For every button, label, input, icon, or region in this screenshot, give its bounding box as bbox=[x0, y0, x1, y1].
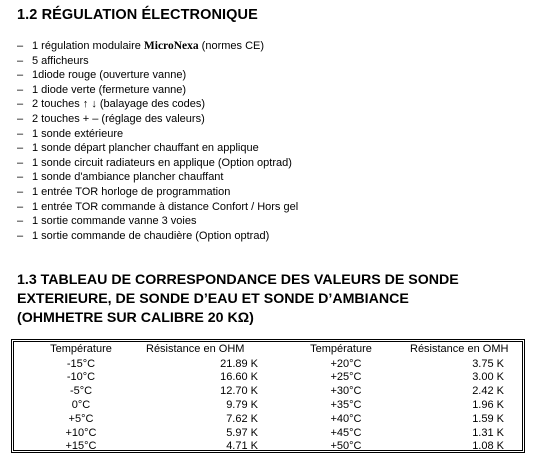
cell-resistance: 1.31 K bbox=[472, 426, 504, 439]
list-item-text: 1 sonde extérieure bbox=[32, 127, 124, 140]
bullet-dash: – bbox=[17, 185, 24, 198]
bullet-dash: – bbox=[17, 112, 24, 125]
list-item bbox=[17, 127, 298, 142]
cell-temperature: +5°C bbox=[68, 412, 94, 425]
table-row bbox=[12, 384, 524, 399]
list-item-text: 1 sonde départ plancher chauffant en applique bbox=[32, 142, 259, 155]
list-item bbox=[17, 97, 298, 112]
section-title-line: 1.3 TABLEAU DE CORRESPONDANCE DES VALEURS DE SONDE bbox=[17, 272, 459, 288]
list-item-text: 1 sonde circuit radiateurs en applique (Option optrad) bbox=[32, 156, 292, 169]
cell-temperature: +35°C bbox=[330, 398, 362, 411]
bullet-dash: – bbox=[17, 40, 24, 52]
section-title-line: (OHMHETRE SUR CALIBRE 20 KΩ) bbox=[17, 310, 254, 326]
bullet-dash: – bbox=[17, 171, 24, 184]
cell-resistance: 21.89 K bbox=[220, 357, 258, 370]
brand-name: MicroNexa bbox=[143, 40, 199, 52]
cell-resistance: 2.42 K bbox=[472, 385, 504, 398]
cell-resistance: 1.96 K bbox=[472, 398, 504, 411]
bullet-dash: – bbox=[17, 69, 24, 82]
cell-temperature: +10°C bbox=[65, 426, 97, 439]
cell-resistance: 16.60 K bbox=[220, 371, 258, 384]
bullet-dash: – bbox=[17, 229, 24, 242]
table-row bbox=[12, 398, 524, 413]
bullet-dash: – bbox=[17, 200, 24, 213]
section-title-correspondance bbox=[17, 271, 527, 328]
section-title-line: EXTERIEURE, DE SONDE D’EAU ET SONDE D’AMBIANCE bbox=[17, 291, 409, 307]
bullet-dash: – bbox=[17, 98, 24, 111]
list-item-text: 1 sonde d'ambiance plancher chauffant bbox=[32, 171, 224, 184]
list-item bbox=[17, 112, 298, 127]
cell-temperature: +40°C bbox=[330, 412, 362, 425]
cell-resistance: 5.97 K bbox=[226, 426, 258, 439]
cell-resistance: 4.71 K bbox=[226, 440, 258, 453]
cell-resistance: 1.59 K bbox=[472, 412, 504, 425]
table-row bbox=[12, 412, 524, 427]
table-row bbox=[12, 426, 524, 441]
list-item-text: 1 régulation modulaire bbox=[32, 40, 144, 52]
cell-resistance: 3.75 K bbox=[472, 357, 504, 370]
list-item bbox=[17, 68, 298, 83]
table-row bbox=[12, 357, 524, 372]
list-item bbox=[17, 156, 298, 171]
cell-resistance: 3.00 K bbox=[472, 371, 504, 384]
list-item-text: 5 afficheurs bbox=[32, 54, 89, 67]
list-item bbox=[17, 39, 298, 54]
list-item bbox=[17, 214, 298, 229]
list-item bbox=[17, 200, 298, 215]
list-item-text: (normes CE) bbox=[198, 40, 265, 52]
cell-resistance: 7.62 K bbox=[226, 412, 258, 425]
cell-temperature: +50°C bbox=[330, 440, 362, 453]
section-title-regulation: 1.2 RÉGULATION ÉLECTRONIQUE bbox=[17, 7, 258, 23]
cell-temperature: +25°C bbox=[330, 371, 362, 384]
header-resistance: Résistance en OHM bbox=[146, 343, 245, 355]
cell-temperature: +20°C bbox=[330, 357, 362, 370]
list-item-text: 1diode rouge (ouverture vanne) bbox=[32, 69, 187, 82]
bullet-dash: – bbox=[17, 127, 24, 140]
cell-temperature: -10°C bbox=[66, 371, 96, 384]
cell-resistance: 1.08 K bbox=[472, 440, 504, 453]
bullet-dash: – bbox=[17, 142, 24, 155]
cell-resistance: 9.79 K bbox=[226, 398, 258, 411]
list-item-text: 1 entrée TOR horloge de programmation bbox=[32, 185, 231, 198]
bullet-dash: – bbox=[17, 83, 24, 96]
list-item bbox=[17, 229, 298, 244]
cell-temperature: -5°C bbox=[69, 385, 93, 398]
table-row bbox=[12, 370, 524, 385]
list-item bbox=[17, 170, 298, 185]
list-item-text: 2 touches ↑ ↓ (balayage des codes) bbox=[32, 98, 206, 111]
cell-temperature: +45°C bbox=[330, 426, 362, 439]
list-item bbox=[17, 185, 298, 200]
table-header-row bbox=[12, 342, 524, 357]
list-item bbox=[17, 141, 298, 156]
list-item-text: 1 diode verte (fermeture vanne) bbox=[32, 83, 187, 96]
header-temperature: Température bbox=[310, 343, 372, 355]
cell-temperature: -15°C bbox=[66, 357, 96, 370]
cell-temperature: 0°C bbox=[71, 398, 91, 411]
feature-list bbox=[17, 39, 298, 243]
list-item-text: 1 sortie commande vanne 3 voies bbox=[32, 215, 197, 228]
list-item bbox=[17, 54, 298, 69]
list-item-text: 1 sortie commande de chaudière (Option optrad) bbox=[32, 229, 270, 242]
bullet-dash: – bbox=[17, 54, 24, 67]
list-item-text: 2 touches + – (réglage des valeurs) bbox=[32, 112, 205, 125]
table-row bbox=[12, 439, 524, 454]
bullet-dash: – bbox=[17, 156, 24, 169]
list-item bbox=[17, 83, 298, 98]
cell-temperature: +15°C bbox=[65, 440, 97, 453]
list-item-text: 1 entrée TOR commande à distance Confort / Hors gel bbox=[32, 200, 299, 213]
header-temperature: Température bbox=[50, 343, 112, 355]
cell-resistance: 12.70 K bbox=[220, 385, 258, 398]
resistance-table bbox=[11, 339, 525, 453]
header-resistance: Résistance en OMH bbox=[410, 343, 509, 355]
bullet-dash: – bbox=[17, 215, 24, 228]
cell-temperature: +30°C bbox=[330, 385, 362, 398]
